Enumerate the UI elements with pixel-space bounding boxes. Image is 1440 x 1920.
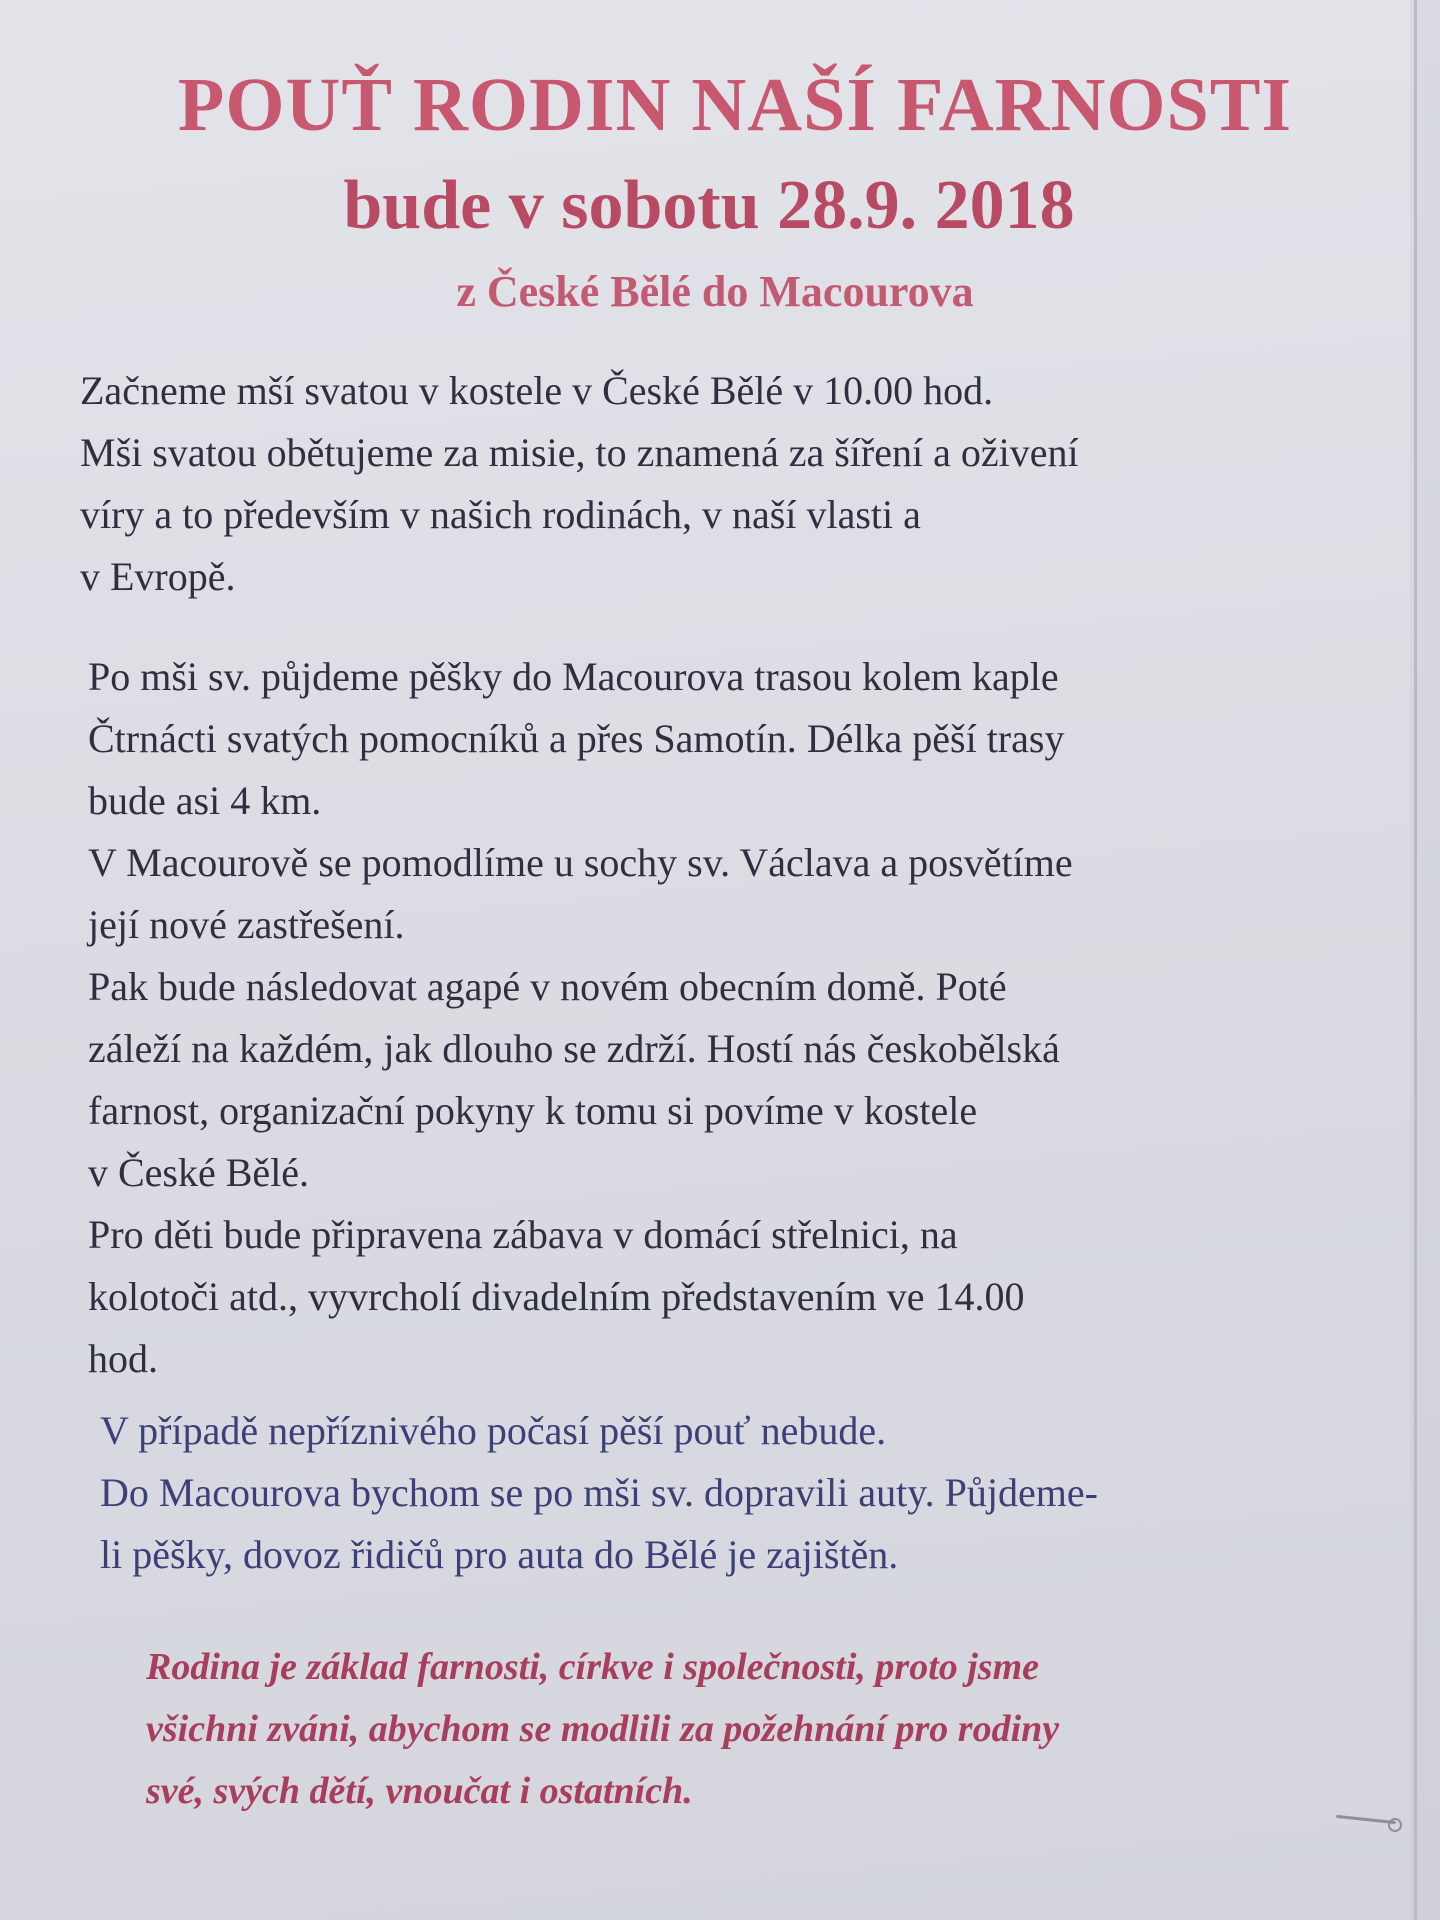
program-line: hod.: [88, 1336, 158, 1381]
program-line: v České Bělé.: [88, 1150, 310, 1195]
program-line: Pak bude následovat agapé v novém obecním domě. Poté: [88, 964, 1007, 1009]
event-route: z České Bělé do Macourova: [456, 267, 974, 316]
intro-line: v Evropě.: [80, 554, 236, 599]
closing-line: Rodina je základ farnosti, církve i společnosti, proto jsme: [146, 1646, 1040, 1688]
closing-motto: [146, 1636, 1059, 1822]
program-paragraph: [88, 646, 1073, 1390]
closing-line: všichni zváni, abychom se modlili za požehnání pro rodiny: [146, 1708, 1060, 1750]
closing-line: své, svých dětí, vnoučat i ostatních.: [146, 1770, 693, 1812]
program-line: kolotoči atd., vyvrcholí divadelním představením ve 14.00: [88, 1274, 1025, 1319]
event-date: bude v sobotu 28.9. 2018: [343, 167, 1075, 244]
weather-paragraph: [100, 1400, 1098, 1586]
program-line: Po mši sv. půjdeme pěšky do Macourova trasou kolem kaple: [88, 654, 1059, 699]
intro-line: Začneme mší svatou v kostele v České Bělé v 10.00 hod.: [80, 368, 994, 413]
wire-hook-loop: [1388, 1818, 1402, 1832]
weather-line: li pěšky, dovoz řidičů pro auta do Bělé je zajištěn.: [100, 1532, 899, 1577]
intro-line: Mši svatou obětujeme za misie, to znamená za šíření a oživení: [80, 430, 1079, 475]
program-line: záleží na každém, jak dlouho se zdrží. Hostí nás českobělská: [88, 1026, 1060, 1071]
program-line: farnost, organizační pokyny k tomu si povíme v kostele: [88, 1088, 978, 1133]
weather-line: Do Macourova bychom se po mši sv. dopravili auty. Půjdeme-: [100, 1470, 1098, 1515]
intro-paragraph: [80, 360, 1079, 608]
poster-title: POUŤ RODIN NAŠÍ FARNOSTI: [177, 63, 1293, 147]
program-line: bude asi 4 km.: [88, 778, 322, 823]
window-frame-edge: [1414, 0, 1417, 1920]
program-line: Pro děti bude připravena zábava v domácí střelnici, na: [88, 1212, 958, 1257]
program-line: Čtrnácti svatých pomocníků a přes Samotín. Délka pěší trasy: [88, 716, 1065, 761]
weather-line: V případě nepříznivého počasí pěší pouť nebude.: [100, 1408, 887, 1453]
intro-line: víry a to především v našich rodinách, v naší vlasti a: [80, 492, 921, 537]
program-line: V Macourově se pomodlíme u sochy sv. Václava a posvětíme: [88, 840, 1073, 885]
program-line: její nové zastřešení.: [88, 902, 405, 947]
